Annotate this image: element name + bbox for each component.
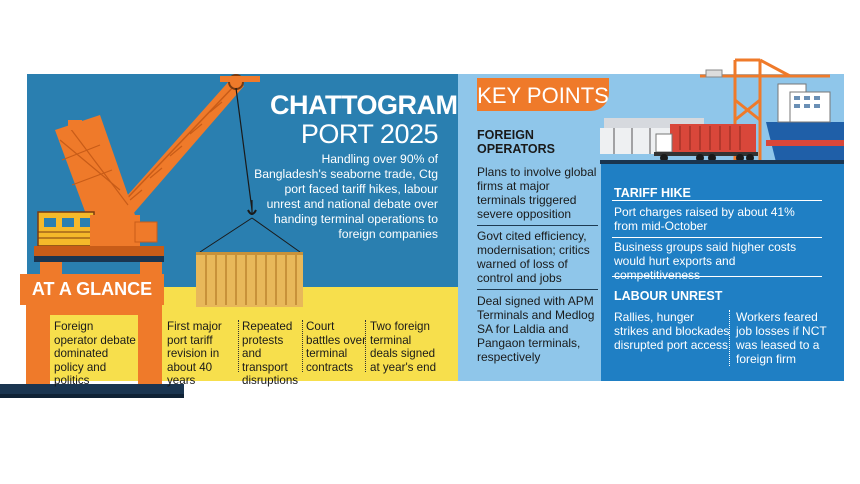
- divider: [612, 276, 822, 277]
- divider: [477, 225, 598, 226]
- glance-separator: [365, 320, 366, 372]
- divider: [612, 200, 822, 201]
- page-subtitle: PORT 2025: [300, 119, 438, 149]
- labour-unrest-heading: LABOUR UNREST: [614, 289, 723, 303]
- labour-point-1: Rallies, hunger strikes and blockades disrupted port access: [614, 310, 730, 352]
- page-title: CHATTOGRAM: [270, 90, 458, 120]
- foreign-point-1: Plans to involve global firms at major terminals triggered severe opposition: [477, 165, 597, 221]
- container-illustration: [196, 252, 303, 307]
- tariff-point-2: Business groups said higher costs would hurt exports and competitiveness: [614, 240, 797, 282]
- foreign-point-2: Govt cited efficiency, modernisation; critics warned of loss of control and jobs: [477, 229, 590, 285]
- glance-item-5: Two foreign terminal deals signed at year's end: [370, 320, 437, 374]
- glance-item-3: Repeated protests and transport disruptions: [242, 320, 299, 387]
- glance-item-4: Court battles over terminal contracts: [306, 320, 366, 374]
- lead-paragraph: Handling over 90% of Bangladesh's seaborne trade, Ctg port faced tariff hikes, labour unrest and national debate over handing terminal operations to foreign companies: [254, 152, 438, 241]
- tariff-point-1: Port charges raised by about 41% from mid-October: [614, 205, 795, 233]
- foreign-point-3: Deal signed with APM Terminals and Medlog SA for Laldia and Pangaon terminals, respectively: [477, 294, 595, 364]
- glance-separator: [302, 320, 303, 372]
- foreign-operators-heading: FOREIGN OPERATORS: [477, 128, 556, 156]
- labour-point-2: Workers feared job losses if NCT was leased to a foreign firm: [736, 310, 827, 366]
- labour-separator: [729, 310, 730, 366]
- tariff-hike-heading: TARIFF HIKE: [614, 186, 691, 200]
- glance-item-1: Foreign operator debate dominated policy and politics: [54, 320, 136, 387]
- port-scene-illustration: [600, 60, 844, 164]
- key-points-label: KEY POINTS: [477, 83, 609, 108]
- divider: [477, 289, 598, 290]
- glance-separator: [238, 320, 239, 372]
- glance-item-2: First major port tariff revision in about 40 years: [167, 320, 222, 387]
- glance-label: AT A GLANCE: [31, 279, 153, 299]
- divider: [612, 237, 822, 238]
